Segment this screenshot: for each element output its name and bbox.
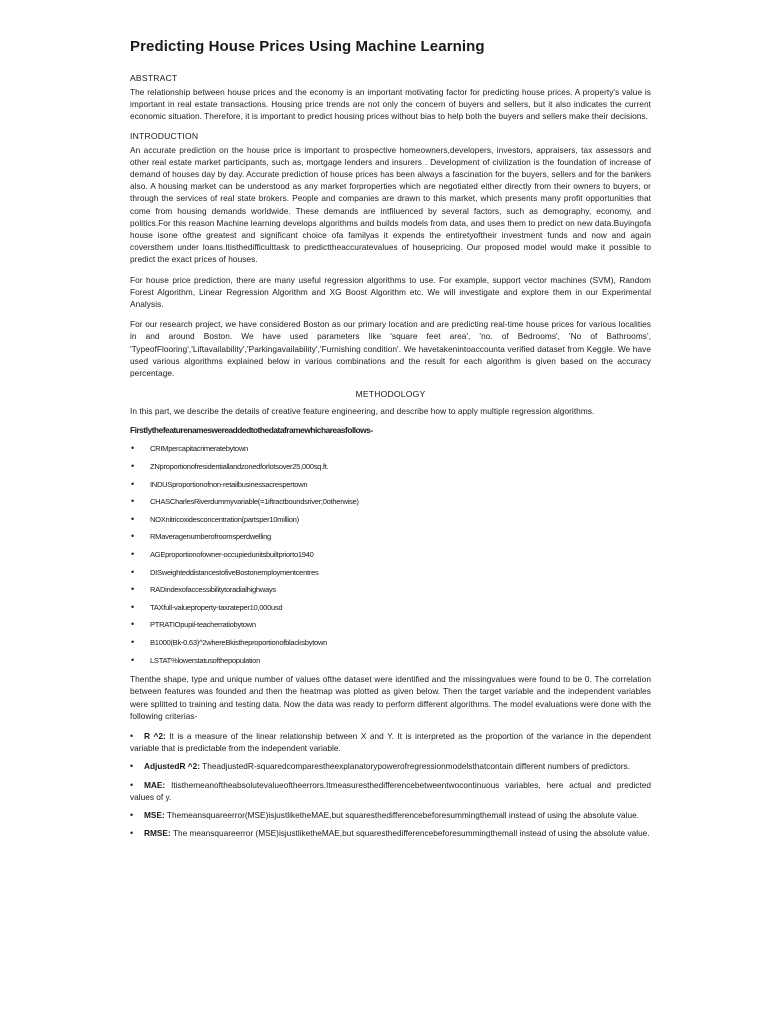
list-item: [130, 634, 651, 652]
feature-text: RADindexofaccessibilitytoradialhighways: [150, 585, 276, 595]
evaluation-paragraph: Thenthe shape, type and unique number of values ofthe dataset were identified and the missingvalues were found to be 0. The correlation between features was founded and then the heatmap was plotted as given below. Then the target variable and the independent variables were splitted to training and testing data. Now the data was ready to perform different algorithms. The model evaluations were done with the following criterias-: [130, 674, 651, 721]
bullet-icon: •: [130, 810, 134, 821]
bullet-icon: •: [131, 637, 134, 647]
feature-text: PTRATIOpupil-teacherratiobytown: [150, 620, 256, 630]
feature-text: DISweighteddistancestofiveBostonemploymentcentres: [150, 567, 319, 577]
bullet-icon: •: [131, 496, 134, 507]
bullet-icon: •: [131, 584, 134, 595]
metric-term: R ^2:: [144, 731, 166, 741]
list-item: [130, 599, 651, 617]
feature-text: ZNproportionofresidentiallandzonedforlotsover25,000sq.ft.: [150, 462, 329, 472]
feature-text: RMaveragenumberofroomsperdwelling: [150, 532, 271, 542]
feature-text: B1000(Bk-0.63)^2whereBkistheproportionofblacksbytown: [150, 638, 328, 647]
metric-description: It is a measure of the linear relationship between X and Y. It is interpreted as the proportion of the variance in the dependent variable that is predictable from the independent variable.: [130, 731, 651, 754]
bullet-icon: •: [131, 601, 134, 612]
feature-list-intro: Firstlythefeaturenameswereaddedtothedataframewhichareasfollows-: [130, 425, 373, 436]
list-item: [130, 564, 651, 582]
metric-item: [130, 730, 651, 754]
bullet-icon: •: [131, 654, 134, 665]
list-item: [130, 476, 651, 494]
bullet-icon: •: [130, 828, 134, 839]
bullet-icon: •: [130, 761, 134, 772]
list-item: [130, 493, 651, 511]
feature-text: INDUSproportionofnon-retailbusinessacrespertown: [150, 479, 308, 489]
metric-description: TheadjustedR-squaredcomparestheexplanatorypowerofregressionmodelsthatcontain different numbers of predictors.: [200, 761, 631, 772]
introduction-heading: INTRODUCTION: [130, 130, 199, 141]
feature-text: CHASCharlesRiverdummyvariable(=1iftractboundsriver;0otherwise): [150, 497, 359, 507]
list-item: [130, 581, 651, 599]
abstract-text: The relationship between house prices and the economy is an important motivating factor for predicting house prices. A property's value is important in real estate transactions. Housing price trends are not only the concern of buyers and sellers, but it also indicates the current economic situation. Therefore, it is important to predict housing prices without bias to help both the buyers and sellers make their decisions.: [130, 87, 651, 122]
bullet-icon: •: [131, 443, 134, 454]
paper-title: Predicting House Prices Using Machine Learning: [130, 38, 485, 55]
feature-text: AGEproportionofowner-occupiedunitsbuiltpriorto1940: [150, 550, 314, 560]
bullet-icon: •: [131, 619, 134, 630]
methodology-heading: METHODOLOGY: [355, 389, 426, 400]
metric-item: [130, 827, 651, 839]
list-item: [130, 511, 651, 529]
bullet-icon: •: [130, 779, 134, 790]
feature-text: TAXfull-valueproperty-taxrateper10,000usd: [150, 602, 283, 612]
list-item: [130, 458, 651, 476]
bullet-icon: •: [131, 461, 134, 472]
feature-text: NOXnitricoxidesconcentration(partsper10million): [150, 514, 299, 524]
bullet-icon: •: [131, 566, 134, 577]
metric-term: RMSE:: [144, 828, 171, 839]
metric-term: AdjustedR ^2:: [144, 761, 201, 772]
methodology-intro: In this part, we describe the details of creative feature engineering, and describe how to apply multiple regression algorithms.: [130, 406, 595, 417]
abstract-heading: ABSTRACT: [130, 73, 178, 83]
feature-text: LSTAT%lowerstatusofthepopulation: [150, 655, 260, 665]
bullet-icon: •: [131, 531, 134, 542]
list-item: [130, 546, 651, 564]
metric-item: [130, 760, 651, 772]
metric-description: Themeansquareerror(MSE)isjustliketheMAE,but squaresthedifferencebeforesummingthemall instead of using the absolute value.: [164, 810, 640, 821]
bullet-icon: •: [131, 478, 134, 489]
metric-term: MAE:: [144, 779, 166, 790]
feature-list: [130, 440, 651, 669]
feature-text: CRIMpercapitacrimeratebytown: [150, 444, 248, 454]
introduction-paragraph-2: For house price prediction, there are many useful regression algorithms to use. For example, support vector machines (SVM), Random Forest Algorithm, Linear Regression Algorithm and XG Boost Algorithm etc. We will investigate and explore them in our Experimental Analysis.: [130, 274, 651, 310]
bullet-icon: •: [131, 513, 134, 524]
bullet-icon: •: [131, 549, 134, 560]
metric-description: The meansquareerror (MSE)isjustliketheMAE,but squaresthedifferencebeforesummingthemall instead of using the absolute value.: [170, 828, 650, 839]
list-item: [130, 616, 651, 634]
metric-term: MSE:: [144, 810, 165, 821]
bullet-icon: •: [130, 731, 134, 741]
introduction-paragraph-1: An accurate prediction on the house price is important to prospective homeowners,developers, investors, appraisers, tax assessors and other real estate market participants, such as, mortgage lenders and insurers . Development of civilization is the foundation of increase of demand of houses day by day. Accurate prediction of house prices has been always a fascination for the buyers, sellers and for the bankers also. A housing market can be understood as any market forproperties which are negotiated either directly from their owners to buyers, or through the services of real state brokers. People and companies are drawn to this market, which presents many profit opportunities that come from housing demands worldwide. These demands are intfiluenced by several factors, such as demography, economy, and politics.For this reason Machine learning develops algorithms and builds models from data, and uses them to predict on new data.Buyingofa house isone ofthe greatest and significant choice ofa familyas it expends the entiretyoftheir investment funds and now and again coversthem under loans.Itisthedifficulttask to predicttheaccuratevalues of housepricing. Our proposed model would make it possible to predict the exact prices of houses.: [130, 144, 651, 265]
metric-item: [130, 779, 651, 803]
list-item: [130, 652, 651, 670]
list-item: [130, 440, 651, 458]
metric-description: Itisthemeanoftheabsolutevalueoftheerrors.Itmeasuresthedifferencebetweentwocontinuous variables, here actual and predicted values of y.: [130, 779, 651, 802]
list-item: [130, 528, 651, 546]
metric-item: [130, 809, 651, 821]
introduction-paragraph-3: For our research project, we have considered Boston as our primary location and are predicting real-time house prices for various localities in and around Boston. We have used parameters like 'square feet area', 'no. of Bedrooms', 'No of Bathrooms', 'TypeofFlooring','Liftavailability','Parkingavailability','Furnishing condition'. We havetakenintoaccounta verified dataset from Keggle. We have used various algorithms explained below in various combinations and the result for each algorithm is given based on the accuracy percentage.: [130, 319, 651, 379]
